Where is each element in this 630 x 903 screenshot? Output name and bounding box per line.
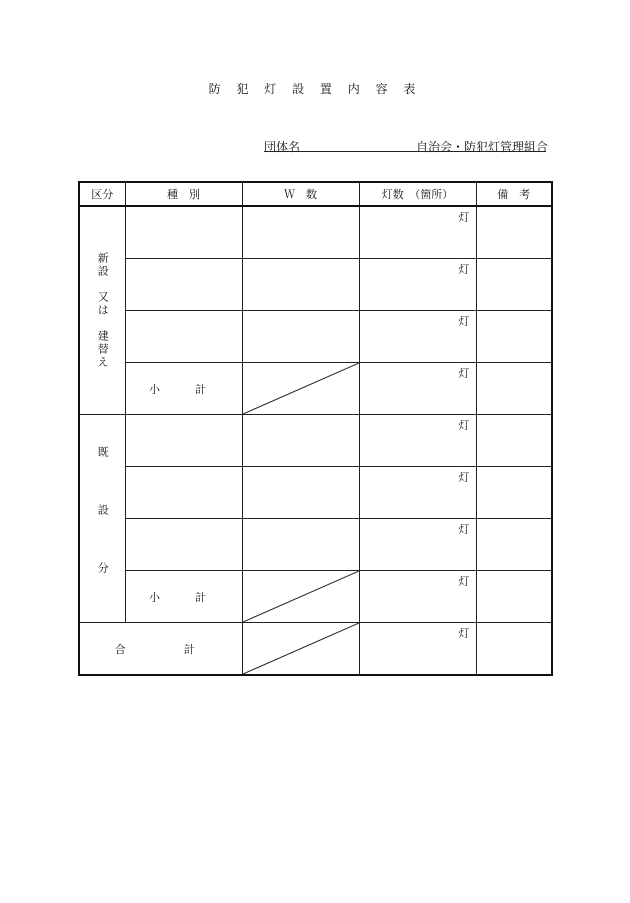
remarks-cell[interactable] xyxy=(476,519,552,571)
header-wattage: Ｗ 数 xyxy=(242,182,359,206)
table-row xyxy=(79,467,552,519)
total-wattage-slash xyxy=(242,623,359,676)
wattage-cell[interactable] xyxy=(242,206,359,259)
type-cell[interactable] xyxy=(125,415,242,467)
wattage-cell[interactable] xyxy=(242,415,359,467)
unit-label: 灯 xyxy=(458,367,470,380)
table-row xyxy=(79,519,552,571)
type-cell[interactable] xyxy=(125,311,242,363)
light-count-cell[interactable] xyxy=(359,206,476,259)
remarks-cell[interactable] xyxy=(476,623,552,676)
unit-label: 灯 xyxy=(458,471,470,484)
wattage-cell[interactable] xyxy=(242,311,359,363)
group-existing-label: 既 設 分 xyxy=(96,446,110,591)
table-row xyxy=(79,415,552,467)
subtotal-wattage-slash xyxy=(242,363,359,415)
subtotal-label: 小 計 xyxy=(125,363,242,415)
subtotal-row xyxy=(79,571,552,623)
installation-table xyxy=(78,181,553,676)
type-cell[interactable] xyxy=(125,206,242,259)
subtotal-light-count-cell[interactable] xyxy=(359,571,476,623)
remarks-cell[interactable] xyxy=(476,467,552,519)
unit-label: 灯 xyxy=(458,627,470,640)
subtotal-wattage-slash xyxy=(242,571,359,623)
organization-label: 団体名 xyxy=(264,140,301,154)
total-label: 合 計 xyxy=(79,623,242,676)
type-cell[interactable] xyxy=(125,467,242,519)
header-remarks: 備 考 xyxy=(476,182,552,206)
organization-value: 自治会・防犯灯管理組合 xyxy=(416,140,549,154)
unit-label: 灯 xyxy=(458,575,470,588)
light-count-cell[interactable] xyxy=(359,467,476,519)
remarks-cell[interactable] xyxy=(476,415,552,467)
group-new-label: 新設 又は 建替え xyxy=(96,252,110,369)
subtotal-label: 小 計 xyxy=(125,571,242,623)
document-title: 防 犯 灯 設 置 内 容 表 xyxy=(208,82,422,96)
wattage-cell[interactable] xyxy=(242,259,359,311)
total-row xyxy=(79,623,552,676)
subtotal-light-count-cell[interactable] xyxy=(359,363,476,415)
table-header-row xyxy=(79,182,552,206)
unit-label: 灯 xyxy=(458,211,470,224)
remarks-cell[interactable] xyxy=(476,259,552,311)
wattage-cell[interactable] xyxy=(242,467,359,519)
table-row xyxy=(79,259,552,311)
unit-label: 灯 xyxy=(458,263,470,276)
table-row xyxy=(79,206,552,259)
table-row xyxy=(79,311,552,363)
type-cell[interactable] xyxy=(125,259,242,311)
unit-label: 灯 xyxy=(458,315,470,328)
header-light-count: 灯数 （箇所） xyxy=(359,182,476,206)
unit-label: 灯 xyxy=(458,419,470,432)
organization-underline xyxy=(264,151,546,152)
remarks-cell[interactable] xyxy=(476,571,552,623)
light-count-cell[interactable] xyxy=(359,311,476,363)
total-light-count-cell[interactable] xyxy=(359,623,476,676)
remarks-cell[interactable] xyxy=(476,363,552,415)
group-new-label-cell xyxy=(79,206,125,415)
subtotal-row xyxy=(79,363,552,415)
type-cell[interactable] xyxy=(125,519,242,571)
wattage-cell[interactable] xyxy=(242,519,359,571)
remarks-cell[interactable] xyxy=(476,206,552,259)
light-count-cell[interactable] xyxy=(359,519,476,571)
group-existing-label-cell xyxy=(79,415,125,623)
header-type: 種 別 xyxy=(125,182,242,206)
unit-label: 灯 xyxy=(458,523,470,536)
light-count-cell[interactable] xyxy=(359,415,476,467)
remarks-cell[interactable] xyxy=(476,311,552,363)
header-category: 区分 xyxy=(79,182,125,206)
light-count-cell[interactable] xyxy=(359,259,476,311)
